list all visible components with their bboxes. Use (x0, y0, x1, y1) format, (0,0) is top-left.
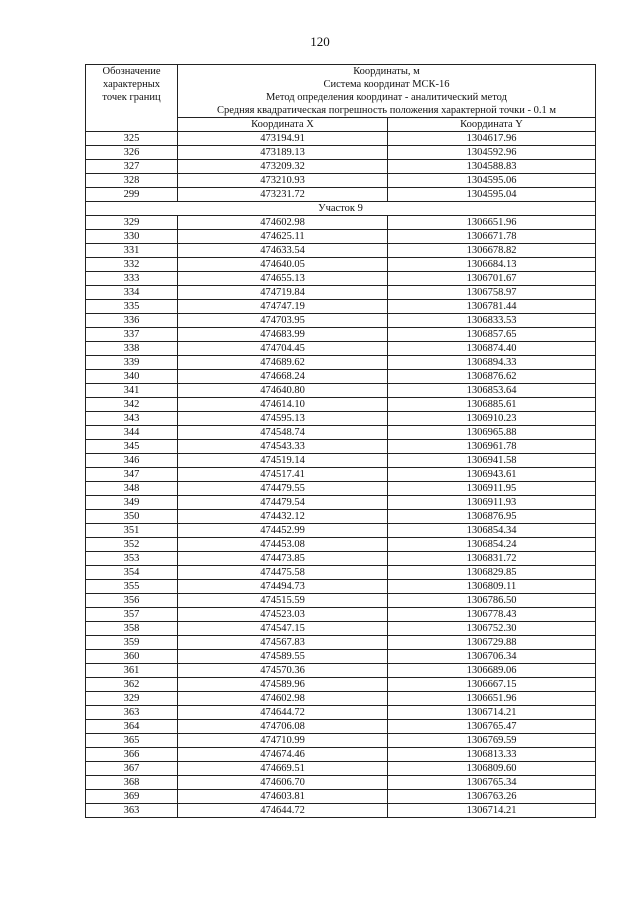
coordinate-x: 474543.33 (178, 440, 388, 454)
coordinate-x: 474432.12 (178, 510, 388, 524)
table-row (86, 650, 596, 664)
coordinates-info-header (178, 65, 596, 118)
coordinate-y: 1306778.43 (388, 608, 596, 622)
coordinate-x: 474669.51 (178, 762, 388, 776)
point-number: 357 (86, 608, 178, 622)
point-number: 333 (86, 272, 178, 286)
table-row (86, 188, 596, 202)
coordinate-x: 474567.83 (178, 636, 388, 650)
coordinate-x: 473231.72 (178, 188, 388, 202)
coordinate-y: 1306911.93 (388, 496, 596, 510)
coordinate-x: 473189.13 (178, 146, 388, 160)
point-number: 354 (86, 566, 178, 580)
coordinate-x: 474494.73 (178, 580, 388, 594)
coordinate-x: 474719.84 (178, 286, 388, 300)
table-row (86, 790, 596, 804)
coordinate-y: 1306885.61 (388, 398, 596, 412)
point-number: 340 (86, 370, 178, 384)
coordinate-x: 474595.13 (178, 412, 388, 426)
coordinate-x: 474479.55 (178, 482, 388, 496)
coordinate-y: 1306714.21 (388, 804, 596, 818)
point-number: 352 (86, 538, 178, 552)
table-row (86, 636, 596, 650)
point-number: 350 (86, 510, 178, 524)
point-number: 336 (86, 314, 178, 328)
table-row (86, 664, 596, 678)
coordinate-y: 1306684.13 (388, 258, 596, 272)
coordinate-x: 474625.11 (178, 230, 388, 244)
table-row (86, 468, 596, 482)
table-row (86, 804, 596, 818)
coordinate-y: 1306854.24 (388, 538, 596, 552)
coordinate-y: 1306752.30 (388, 622, 596, 636)
coordinate-x: 474668.24 (178, 370, 388, 384)
coordinate-x: 474683.99 (178, 328, 388, 342)
coordinate-y: 1306769.59 (388, 734, 596, 748)
point-number: 337 (86, 328, 178, 342)
point-number: 332 (86, 258, 178, 272)
coordinate-x: 474703.95 (178, 314, 388, 328)
table-row (86, 580, 596, 594)
coordinate-x: 473194.91 (178, 132, 388, 146)
point-number: 341 (86, 384, 178, 398)
point-label-header-line: Обозначение (102, 66, 161, 77)
table-header-row (86, 65, 596, 118)
coordinate-y: 1304588.83 (388, 160, 596, 174)
coordinate-y: 1306714.21 (388, 706, 596, 720)
coordinate-y: 1306651.96 (388, 692, 596, 706)
point-number: 338 (86, 342, 178, 356)
table-row (86, 510, 596, 524)
point-number: 369 (86, 790, 178, 804)
coordinate-y: 1306943.61 (388, 468, 596, 482)
table-row (86, 538, 596, 552)
point-number: 329 (86, 692, 178, 706)
point-number: 367 (86, 762, 178, 776)
point-number: 325 (86, 132, 178, 146)
coordinate-x: 474548.74 (178, 426, 388, 440)
coordinate-x: 474517.41 (178, 468, 388, 482)
coordinate-y: 1306965.88 (388, 426, 596, 440)
coordinate-x: 474479.54 (178, 496, 388, 510)
table-row (86, 146, 596, 160)
point-number: 328 (86, 174, 178, 188)
coordinate-y: 1306651.96 (388, 216, 596, 230)
column-header-x: Координата X (178, 118, 388, 132)
coordinate-x: 474606.70 (178, 776, 388, 790)
coordinate-y: 1306786.50 (388, 594, 596, 608)
coordinate-x: 474706.08 (178, 720, 388, 734)
point-number: 345 (86, 440, 178, 454)
coordinate-x: 474519.14 (178, 454, 388, 468)
coordinate-x: 474589.96 (178, 678, 388, 692)
coordinate-y: 1304592.96 (388, 146, 596, 160)
point-number: 347 (86, 468, 178, 482)
point-number: 326 (86, 146, 178, 160)
coordinate-y: 1306667.15 (388, 678, 596, 692)
table-row (86, 678, 596, 692)
coordinate-y: 1306758.97 (388, 286, 596, 300)
coordinate-y: 1306854.34 (388, 524, 596, 538)
coordinate-y: 1306961.78 (388, 440, 596, 454)
coordinate-y: 1306857.65 (388, 328, 596, 342)
coordinate-x: 474602.98 (178, 692, 388, 706)
coordinate-y: 1304595.06 (388, 174, 596, 188)
table-row (86, 566, 596, 580)
table-row (86, 314, 596, 328)
coordinate-x: 474644.72 (178, 706, 388, 720)
table-row (86, 426, 596, 440)
point-number: 361 (86, 664, 178, 678)
table-row (86, 398, 596, 412)
table-row (86, 216, 596, 230)
section-title: Участок 9 (86, 202, 596, 216)
coordinate-x: 474633.54 (178, 244, 388, 258)
table-row (86, 160, 596, 174)
point-number: 343 (86, 412, 178, 426)
point-label-header-line: точек границ (102, 92, 161, 103)
point-number: 335 (86, 300, 178, 314)
coordinate-x: 473209.32 (178, 160, 388, 174)
coordinate-y: 1306876.62 (388, 370, 596, 384)
point-number: 344 (86, 426, 178, 440)
point-number: 299 (86, 188, 178, 202)
point-number: 363 (86, 706, 178, 720)
table-row (86, 300, 596, 314)
table-row (86, 594, 596, 608)
point-number: 329 (86, 216, 178, 230)
coordinate-y: 1306701.67 (388, 272, 596, 286)
determination-method: Метод определения координат - аналитический метод (266, 92, 507, 103)
table-row (86, 524, 596, 538)
coordinate-x: 474640.05 (178, 258, 388, 272)
point-number: 342 (86, 398, 178, 412)
table-row (86, 496, 596, 510)
point-label-header (86, 65, 178, 132)
coordinate-y: 1306781.44 (388, 300, 596, 314)
table-row (86, 608, 596, 622)
table-row (86, 552, 596, 566)
coordinate-y: 1306910.23 (388, 412, 596, 426)
coordinate-y: 1306763.26 (388, 790, 596, 804)
coordinate-x: 474710.99 (178, 734, 388, 748)
point-number: 363 (86, 804, 178, 818)
coordinate-x: 474640.80 (178, 384, 388, 398)
coordinate-y: 1306831.72 (388, 552, 596, 566)
table-row (86, 230, 596, 244)
coordinate-x: 474452.99 (178, 524, 388, 538)
point-number: 366 (86, 748, 178, 762)
point-number: 334 (86, 286, 178, 300)
coordinate-y: 1304595.04 (388, 188, 596, 202)
column-header-y: Координата Y (388, 118, 596, 132)
coordinate-x: 474614.10 (178, 398, 388, 412)
coordinate-x: 474674.46 (178, 748, 388, 762)
table-row (86, 622, 596, 636)
point-number: 327 (86, 160, 178, 174)
point-number: 331 (86, 244, 178, 258)
table-row (86, 286, 596, 300)
mean-square-error: Средняя квадратическая погрешность положения характерной точки - 0.1 м (217, 105, 556, 116)
coordinate-y: 1306809.11 (388, 580, 596, 594)
point-number: 356 (86, 594, 178, 608)
table-row (86, 692, 596, 706)
coordinate-y: 1306813.33 (388, 748, 596, 762)
coordinate-x: 474453.08 (178, 538, 388, 552)
coordinate-y: 1306829.85 (388, 566, 596, 580)
point-label-header-line: характерных (102, 79, 161, 90)
table-row (86, 384, 596, 398)
table-row (86, 454, 596, 468)
table-row (86, 258, 596, 272)
table-row (86, 132, 596, 146)
coordinate-y: 1306911.95 (388, 482, 596, 496)
table-row (86, 272, 596, 286)
coordinate-y: 1304617.96 (388, 132, 596, 146)
coordinate-x: 474570.36 (178, 664, 388, 678)
point-number: 365 (86, 734, 178, 748)
coordinates-units: Координаты, м (353, 66, 420, 77)
point-number: 358 (86, 622, 178, 636)
point-number: 348 (86, 482, 178, 496)
coordinate-y: 1306941.58 (388, 454, 596, 468)
coordinate-x: 474689.62 (178, 356, 388, 370)
coordinate-x: 474547.15 (178, 622, 388, 636)
table-body (86, 132, 596, 818)
coordinate-x: 474747.19 (178, 300, 388, 314)
point-number: 330 (86, 230, 178, 244)
coordinate-y: 1306729.88 (388, 636, 596, 650)
table-row (86, 342, 596, 356)
table-row (86, 720, 596, 734)
coordinate-x: 474704.45 (178, 342, 388, 356)
point-number: 362 (86, 678, 178, 692)
table-row (86, 482, 596, 496)
point-number: 355 (86, 580, 178, 594)
coordinate-y: 1306671.78 (388, 230, 596, 244)
coordinate-y: 1306853.64 (388, 384, 596, 398)
coordinate-system: Система координат МСК-16 (323, 79, 450, 90)
coordinate-x: 474655.13 (178, 272, 388, 286)
point-number: 360 (86, 650, 178, 664)
table-row (86, 328, 596, 342)
coordinate-x: 474644.72 (178, 804, 388, 818)
coordinate-y: 1306874.40 (388, 342, 596, 356)
coordinates-table (85, 64, 596, 818)
coordinate-y: 1306706.34 (388, 650, 596, 664)
point-number: 353 (86, 552, 178, 566)
coordinate-y: 1306894.33 (388, 356, 596, 370)
coordinate-y: 1306678.82 (388, 244, 596, 258)
table-row (86, 440, 596, 454)
section-row (86, 202, 596, 216)
coordinate-x: 474602.98 (178, 216, 388, 230)
table-row (86, 356, 596, 370)
point-number: 346 (86, 454, 178, 468)
point-number: 349 (86, 496, 178, 510)
point-number: 364 (86, 720, 178, 734)
coordinate-y: 1306833.53 (388, 314, 596, 328)
coordinate-x: 474603.81 (178, 790, 388, 804)
coordinate-y: 1306876.95 (388, 510, 596, 524)
point-number: 351 (86, 524, 178, 538)
coordinate-y: 1306765.47 (388, 720, 596, 734)
table-row (86, 370, 596, 384)
table-row (86, 776, 596, 790)
coordinate-x: 474523.03 (178, 608, 388, 622)
point-number: 368 (86, 776, 178, 790)
table-row (86, 734, 596, 748)
coordinate-y: 1306689.06 (388, 664, 596, 678)
table-row (86, 706, 596, 720)
table-row (86, 748, 596, 762)
coordinate-y: 1306809.60 (388, 762, 596, 776)
table-row (86, 762, 596, 776)
coordinate-x: 474515.59 (178, 594, 388, 608)
table-row (86, 244, 596, 258)
coordinate-x: 474473.85 (178, 552, 388, 566)
coordinate-x: 474475.58 (178, 566, 388, 580)
coordinate-x: 474589.55 (178, 650, 388, 664)
coordinate-y: 1306765.34 (388, 776, 596, 790)
table-row (86, 174, 596, 188)
point-number: 339 (86, 356, 178, 370)
table-row (86, 412, 596, 426)
coordinate-x: 473210.93 (178, 174, 388, 188)
point-number: 359 (86, 636, 178, 650)
page-number: 120 (310, 34, 330, 49)
